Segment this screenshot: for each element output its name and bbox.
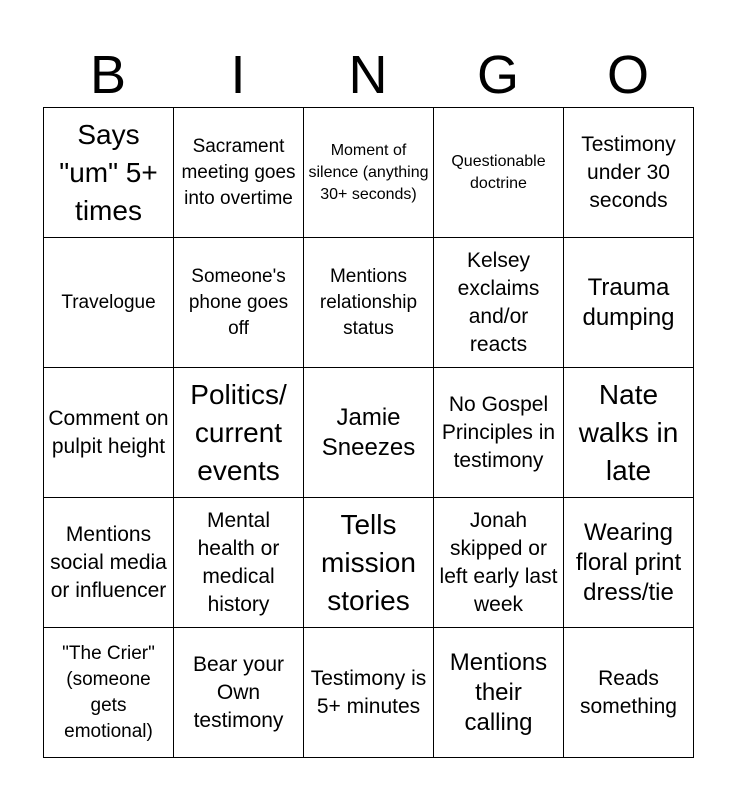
grid-row	[44, 368, 694, 498]
grid-row	[44, 108, 694, 238]
cell-text: Politics/ current events	[190, 378, 287, 486]
bingo-cell[interactable]	[174, 238, 304, 368]
grid-row	[44, 498, 694, 628]
cell-text: Questionable doctrine	[451, 152, 546, 192]
bingo-cell[interactable]	[434, 368, 564, 498]
header-letter-o: O	[606, 45, 649, 105]
cell-text: Moment of silence (anything 30+ seconds)	[308, 141, 429, 203]
bingo-cell[interactable]	[564, 628, 694, 758]
cell-text: Mentions social media or influencer	[50, 522, 167, 602]
cell-text: Mental health or medical history	[197, 508, 280, 616]
cell-text: Says "um" 5+ times	[59, 118, 158, 226]
grid-row	[44, 628, 694, 758]
cell-text: Testimony under 30 seconds	[581, 132, 676, 212]
bingo-cell[interactable]	[304, 498, 434, 628]
bingo-cell[interactable]	[44, 368, 174, 498]
cell-text: Wearing floral print dress/tie	[575, 518, 682, 606]
bingo-cell[interactable]	[44, 108, 174, 238]
bingo-header	[43, 44, 693, 106]
header-letter-n: N	[348, 45, 388, 105]
grid-row	[44, 238, 694, 368]
cell-text: Jonah skipped or left early last week	[439, 508, 558, 616]
bingo-cell[interactable]	[304, 368, 434, 498]
bingo-cell[interactable]	[44, 498, 174, 628]
cell-text: No Gospel Principles in testimony	[441, 392, 556, 472]
bingo-cell[interactable]	[174, 368, 304, 498]
bingo-cell[interactable]	[564, 108, 694, 238]
cell-text: Reads something	[580, 666, 677, 718]
bingo-cell[interactable]	[564, 498, 694, 628]
cell-text: Jamie Sneezes	[321, 403, 416, 461]
cell-text: Kelsey exclaims and/or reacts	[457, 248, 540, 356]
bingo-cell[interactable]	[44, 628, 174, 758]
cell-text: Mentions their calling	[449, 648, 548, 736]
bingo-cell[interactable]	[434, 628, 564, 758]
bingo-cell[interactable]	[434, 108, 564, 238]
bingo-cell[interactable]	[564, 238, 694, 368]
cell-text: Tells mission stories	[321, 508, 416, 616]
cell-text: Travelogue	[61, 291, 156, 313]
cell-text: Sacrament meeting goes into overtime	[181, 135, 296, 209]
header-letter-b: B	[89, 45, 127, 105]
cell-text: Comment on pulpit height	[48, 406, 169, 458]
cell-text: "The Crier" (someone gets emotional)	[62, 642, 155, 742]
bingo-cell[interactable]	[434, 238, 564, 368]
bingo-cell[interactable]	[304, 238, 434, 368]
header-letter-g: G	[476, 45, 519, 105]
bingo-cell[interactable]	[304, 628, 434, 758]
bingo-card-grid	[43, 107, 694, 758]
cell-text: Bear your Own testimony	[192, 652, 285, 732]
bingo-cell[interactable]	[174, 628, 304, 758]
cell-text: Mentions relationship status	[319, 265, 418, 339]
bingo-cell[interactable]	[564, 368, 694, 498]
bingo-cell[interactable]	[174, 498, 304, 628]
bingo-cell[interactable]	[304, 108, 434, 238]
bingo-cell[interactable]	[174, 108, 304, 238]
bingo-cell[interactable]	[44, 238, 174, 368]
cell-text: Nate walks in late	[578, 378, 679, 486]
cell-text: Testimony is 5+ minutes	[310, 666, 427, 718]
cell-text: Someone's phone goes off	[188, 265, 289, 339]
bingo-cell[interactable]	[434, 498, 564, 628]
header-letter-i: I	[230, 45, 246, 105]
cell-text: Trauma dumping	[582, 273, 675, 331]
